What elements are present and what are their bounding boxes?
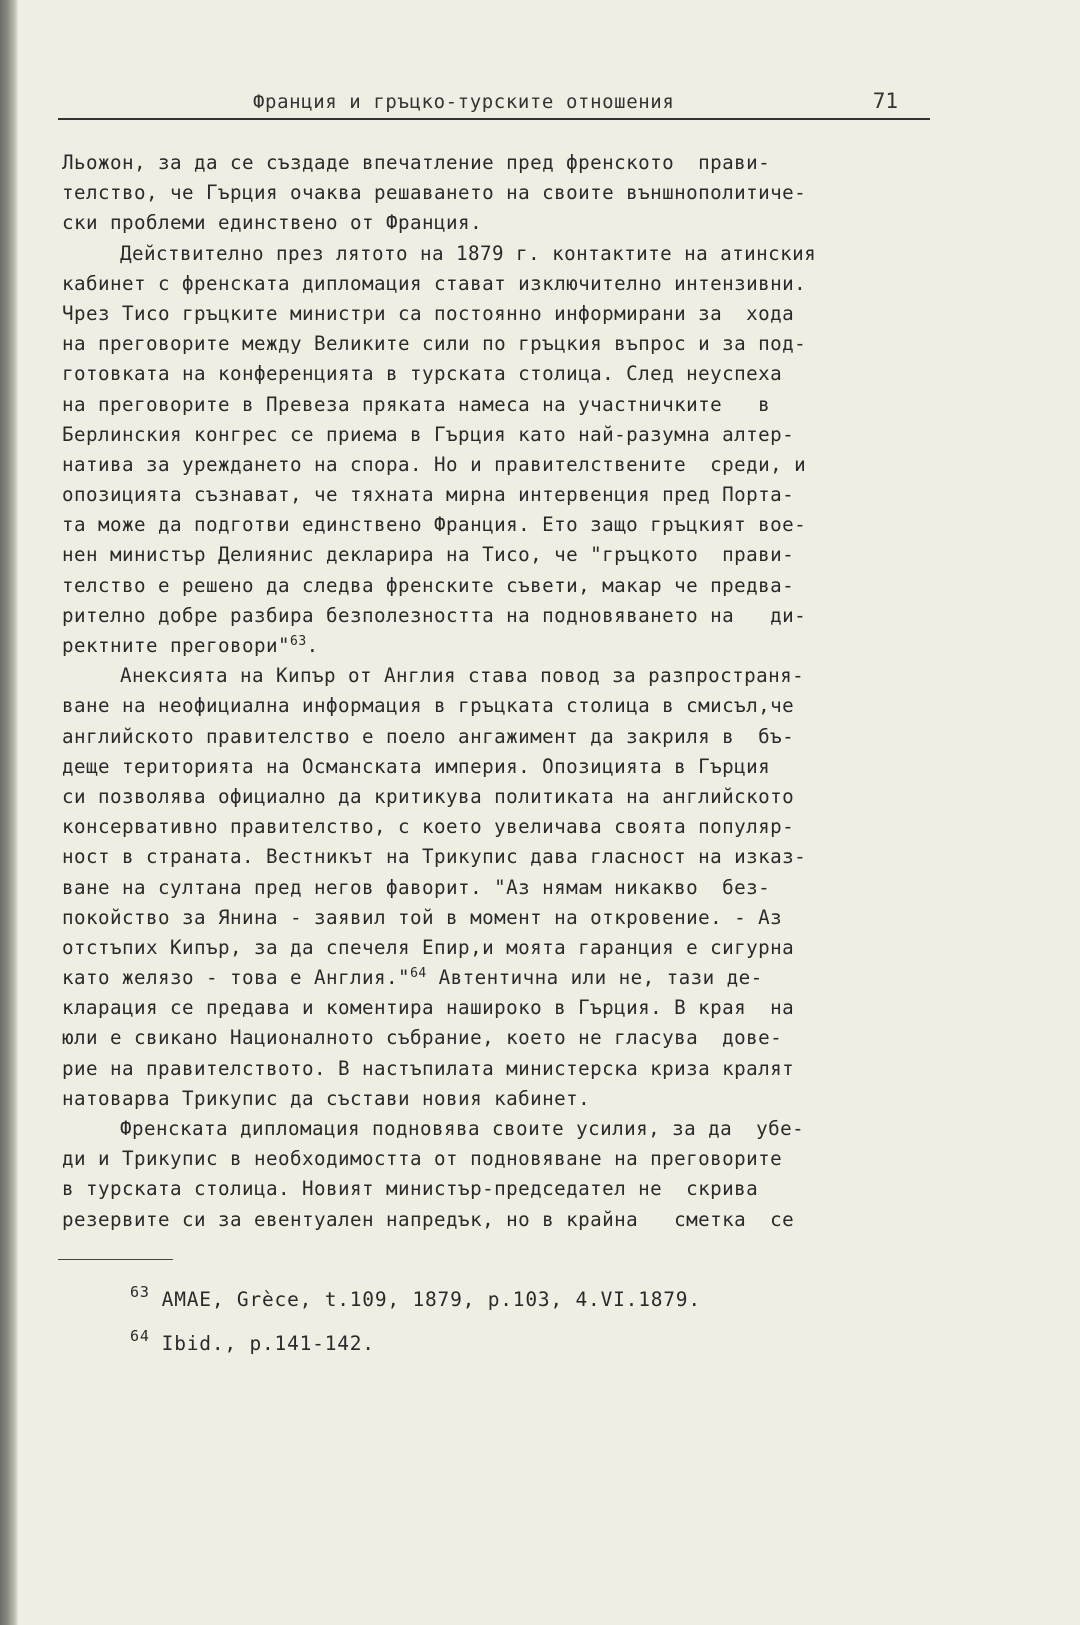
footnote-63 <box>130 1270 701 1314</box>
text-line-segment: Автентична или не, тази де- <box>426 966 763 990</box>
footnote-text: AMAE, Grèce, t.109, 1879, p.103, 4.VI.1879. <box>161 1288 701 1311</box>
text-line: ди и Трикупис в необходимостта от подновяване на преговорите <box>62 1147 783 1171</box>
text-line: Берлинския конгрес се приема в Гърция като най-разумна алтер- <box>62 422 795 446</box>
running-title: Франция и гръцко-турските отношения <box>253 91 675 113</box>
footnote-divider <box>58 1259 173 1260</box>
text-line: ност в страната. Вестникът на Трикупис дава гласност на изказ- <box>62 845 807 869</box>
text-line: ски проблеми единствено от Франция. <box>62 211 483 235</box>
paragraph-start-line: Френската дипломация подновява своите усилия, за да убе- <box>120 1117 805 1140</box>
text-line: телство, че Гърция очаква решаването на своите външнополитиче- <box>62 181 807 205</box>
footnote-number: 64 <box>130 1327 150 1345</box>
footnote-number: 63 <box>130 1283 150 1301</box>
paragraph-start-line: Действително през лятото на 1879 г. контактите на атинския <box>120 241 817 265</box>
text-line-segment: като желязо - това е Англия." <box>62 966 411 990</box>
text-line: ване на неофициална информация в гръцката столица в смисъл,че <box>62 694 795 718</box>
text-line: ване на султана пред негов фаворит. "Аз нямам никакво без- <box>62 875 771 899</box>
page-header <box>58 88 930 120</box>
text-line: ректните преговори"$^{63}$. <box>62 634 319 657</box>
text-line-segment: ректните преговори" <box>62 634 291 657</box>
text-line: та може да подготви единствено Франция. Ето защо гръцкият вое- <box>62 513 807 537</box>
text-line: английското правителство е поело ангажимент да закриля в бъ- <box>62 724 795 748</box>
text-line <box>62 963 942 993</box>
text-line: отстъпих Кипър, за да спечеля Епир,и моята гаранция е сигурна <box>62 935 795 959</box>
footnote-ref-64[interactable]: 64 <box>410 966 427 982</box>
text-line: покойство за Янина - заявил той в момент на откровение. - Аз <box>62 905 783 929</box>
footnote-text: Ibid., p.141-142. <box>161 1332 375 1355</box>
text-line: консервативно правителство, с което увеличава своята популяр- <box>62 815 795 839</box>
page-binding-edge <box>0 0 18 1625</box>
text-line: юли е свикано Националното събрание, което не гласува дове- <box>62 1026 783 1050</box>
text-line: готовката на конференцията в турската столица. След неуспеха <box>62 362 783 386</box>
text-line: нен министър Делиянис декларира на Тисо, че "гръцкото прави- <box>62 543 795 567</box>
text-line: опозицията съзнават, че тяхната мирна интервенция пред Порта- <box>62 483 795 507</box>
text-line: Чрез Тисо гръцките министри са постоянно информирани за хода <box>62 301 795 325</box>
page-number: 71 <box>872 89 898 113</box>
text-line: си позволява официално да критикува политиката на английското <box>62 784 795 808</box>
text-line: резервите си за евентуален напредък, но в крайна сметка се <box>62 1207 795 1231</box>
text-line: Льожон, за да се създаде впечатление пред френското прави- <box>62 151 771 174</box>
text-line: натива за уреждането на спора. Но и правителствените среди, и <box>62 452 807 476</box>
footnote-ref-63[interactable]: 63 <box>290 634 307 649</box>
text-line: на преговорите в Превеза пряката намеса на участничките в <box>62 392 771 416</box>
body-text <box>62 148 942 1235</box>
text-line: на преговорите между Великите сили по гръцкия въпрос и за под- <box>62 332 807 356</box>
text-line: рие на правителството. В настъпилата министерска криза кралят <box>62 1056 795 1080</box>
text-line: кабинет с френската дипломация стават изключително интензивни. <box>62 271 807 295</box>
text-line: деще територията на Османската империя. Опозицията в Гърция <box>62 754 771 778</box>
text-line: рително добре разбира безполезността на подновяването на ди- <box>62 603 807 627</box>
text-line: в турската столица. Новият министър-председател не скрива <box>62 1177 759 1201</box>
footnotes <box>130 1270 701 1358</box>
text-line: натоварва Трикупис да състави новия кабинет. <box>62 1086 591 1110</box>
text-line: телство е решено да следва френските съвети, макар че предва- <box>62 573 795 597</box>
text-line: кларация се предава и коментира нашироко в Гърция. В края на <box>62 996 795 1020</box>
paragraph-start-line: Анексията на Кипър от Англия става повод за разпространя- <box>120 664 805 688</box>
footnote-64 <box>130 1314 701 1358</box>
